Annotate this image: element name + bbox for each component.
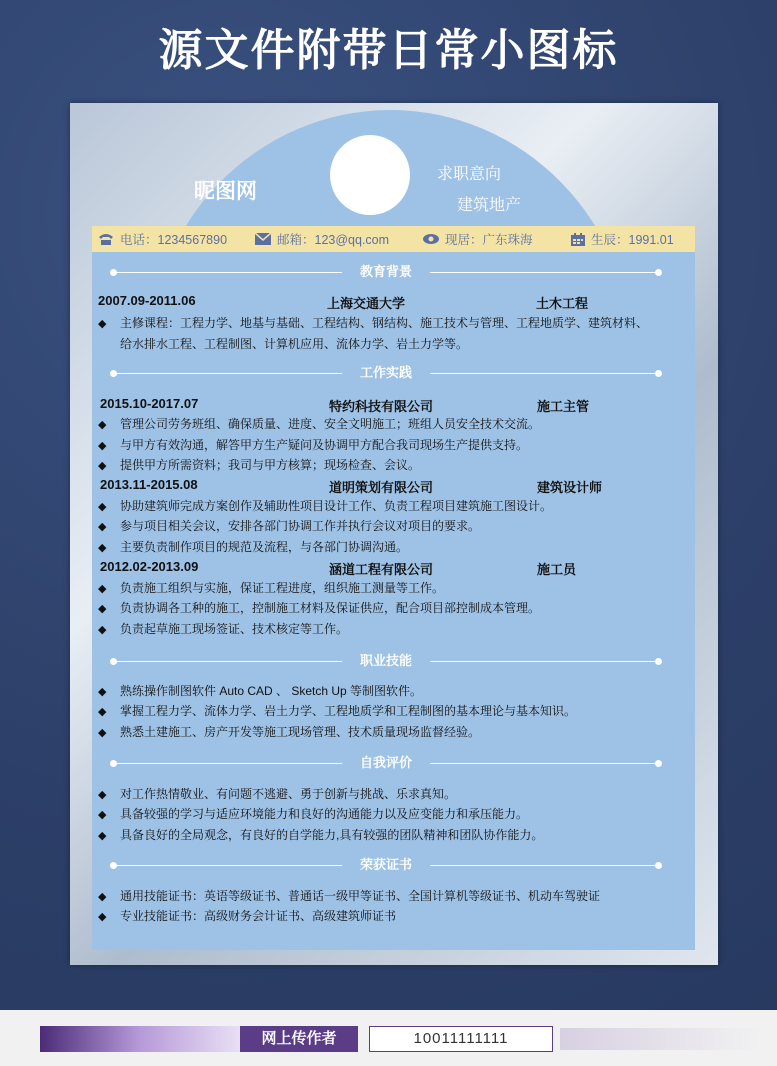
list-item: ◆ 与甲方有效沟通，解答甲方生产疑问及协调甲方配合我司现场生产提供支持。 (98, 438, 529, 452)
list-item: ◆ 对工作热情敬业、有问题不逃避、勇于创新与挑战、乐求真知。 (98, 787, 457, 801)
contact-email (254, 226, 389, 252)
list-item: ◆ 负责协调各工种的施工，控制施工材料及保证供应，配合项目部控制成本管理。 (98, 601, 541, 615)
list-item: ◆ 协助建筑师完成方案创作及辅助性项目设计工作、负责工程项目建筑施工图设计。 (98, 499, 553, 513)
section-header-certificates (110, 858, 662, 872)
list-item: ◆ 熟练操作制图软件 Auto CAD 、 Sketch Up 等制图软件。 (98, 684, 423, 698)
section-title: 教育背景 (342, 261, 430, 283)
applicant-name: 昵图网 (194, 180, 257, 203)
job-company: 涵道工程有限公司 (329, 562, 434, 577)
phone-icon (97, 232, 115, 246)
contact-bar (92, 226, 695, 252)
list-item: ◆ 管理公司劳务班组、确保质量、进度、安全文明施工；班组人员安全技术交流。 (98, 417, 541, 431)
list-item: ◆ 主要负责制作项目的规范及流程，与各部门协调沟通。 (98, 540, 409, 554)
job-period: 2015.10-2017.07 (100, 396, 199, 411)
list-item: ◆ 具备较强的学习与适应环境能力和良好的沟通能力以及应变能力和承压能力。 (98, 807, 529, 821)
job-intent-label: 求职意向 (437, 166, 502, 183)
contact-location (422, 226, 533, 252)
footer-label: 网上传作者 (240, 1026, 358, 1052)
section-header-skills (110, 654, 662, 668)
job-period: 2013.11-2015.08 (100, 477, 198, 492)
footer-code: 10011111111 (369, 1026, 553, 1052)
list-item: ◆ 熟悉土建施工、房产开发等施工现场管理、技术质量现场监督经验。 (98, 725, 481, 739)
section-title: 自我评价 (342, 752, 430, 774)
section-title: 工作实践 (342, 362, 430, 384)
list-item: ◆ 掌握工程力学、流体力学、岩土力学、工程地质学和工程制图的基本理论与基本知识。 (98, 704, 577, 718)
list-item: ◆ 负责起草施工现场签证、技术核定等工作。 (98, 622, 349, 636)
contact-phone-text: 电话：1234567890 (120, 233, 228, 247)
job-role: 施工主管 (537, 399, 590, 414)
banner-title: 源文件附带日常小图标 (158, 25, 619, 76)
section-header-self-evaluation (110, 756, 662, 770)
job-company: 道明策划有限公司 (329, 480, 434, 495)
job-role: 建筑设计师 (537, 480, 603, 495)
list-item-continuation: 给水排水工程、工程制图、计算机应用、流体力学、岩土力学等。 (120, 337, 469, 351)
footer-bar (0, 1010, 777, 1066)
calendar-icon (570, 232, 586, 247)
list-item: ◆ 具备良好的全局观念，有良好的自学能力,具有较强的团队精神和团队协作能力。 (98, 828, 544, 842)
contact-email-text: 邮箱：123@qq.com (277, 233, 390, 247)
list-item: ◆ 专业技能证书：高级财务会计证书、高级建筑师证书 (98, 909, 397, 923)
section-header-education (110, 265, 662, 279)
section-title: 荣获证书 (342, 854, 430, 876)
job-period: 2012.02-2013.09 (100, 559, 199, 574)
list-item: ◆ 参与项目相关会议，安排各部门协调工作并执行会议对项目的要求。 (98, 519, 481, 533)
contact-location-text: 现居：广东珠海 (445, 233, 533, 247)
contact-birthday (570, 226, 674, 252)
bullet: ◆ (98, 318, 107, 330)
list-item: ◆ 主修课程：工程力学、地基与基础、工程结构、钢结构、施工技术与管理、工程地质学、建筑材料、 (98, 316, 649, 330)
footer-logo-strip (40, 1026, 240, 1052)
education-school: 上海交通大学 (327, 296, 406, 311)
education-major: 土木工程 (536, 296, 589, 311)
job-intent-value: 建筑地产 (457, 197, 522, 214)
avatar (330, 135, 410, 215)
contact-birthday-text: 生辰：1991.01 (591, 233, 674, 247)
section-header-work (110, 366, 662, 380)
list-item: ◆ 提供甲方所需资料；我司与甲方核算；现场检查、会议。 (98, 458, 421, 472)
education-period: 2007.09-2011.06 (98, 293, 196, 308)
mail-icon (254, 232, 272, 246)
section-title: 职业技能 (342, 650, 430, 672)
job-company: 特约科技有限公司 (329, 399, 434, 414)
footer-fade (560, 1028, 760, 1050)
contact-phone (97, 226, 227, 252)
list-item: ◆ 通用技能证书：英语等级证书、普通话一级甲等证书、全国计算机等级证书、机动车驾驶证 (98, 889, 601, 903)
job-role: 施工员 (537, 562, 577, 577)
eye-location-icon (422, 232, 440, 246)
list-item: ◆ 负责施工组织与实施，保证工程进度，组织施工测量等工作。 (98, 581, 445, 595)
